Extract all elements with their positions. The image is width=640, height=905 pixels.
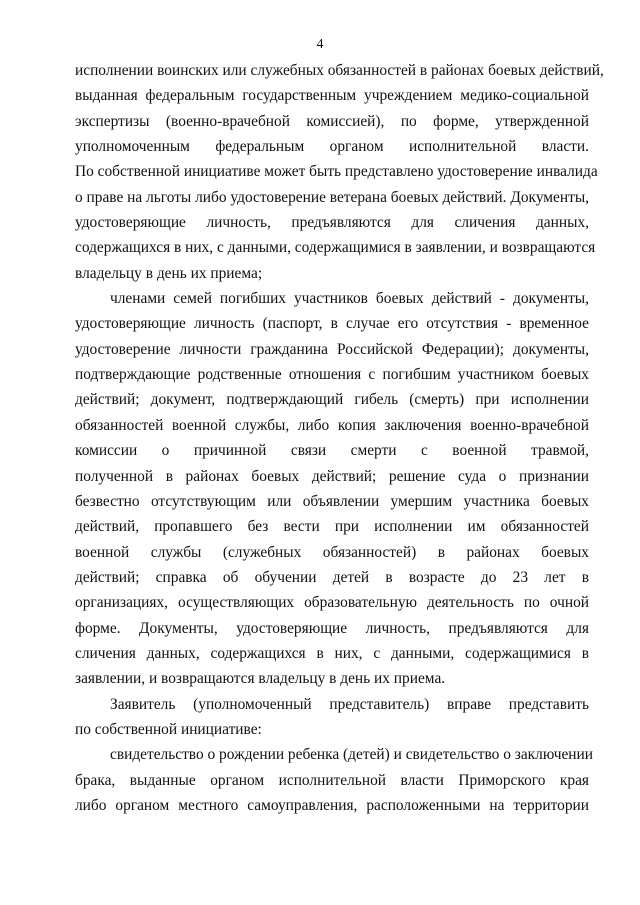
text-line: По собственной инициативе может быть представлено удостоверение инвалида — [75, 163, 598, 181]
text-line: по собственной инициативе: — [75, 720, 262, 738]
text-line: полученной в районах боевых действий; решение суда о признании — [75, 467, 589, 485]
text-line: удостоверяющие личность, предъявляются для сличения данных, — [75, 214, 589, 232]
text-line: заявлении, и возвращаются владельцу в день их приема. — [75, 670, 446, 688]
text-line: содержащихся в них, с данными, содержащимися в заявлении, и возвращаются — [75, 239, 596, 257]
page-number: 4 — [316, 37, 324, 52]
text-line: комиссии о причинной связи смерти с военной травмой, — [75, 442, 589, 460]
text-line: военной службы (служебных обязанностей) в районах боевых — [75, 543, 589, 561]
text-line: брака, выданные органом исполнительной власти Приморского края — [75, 771, 589, 789]
text-line: выданная федеральным государственным учреждением медико-социальной — [75, 87, 589, 105]
text-line: о праве на льготы либо удостоверение ветерана боевых действий. Документы, — [75, 188, 590, 206]
paragraph-first-line: членами семей погибших участников боевых действий - документы, — [110, 290, 589, 308]
text-line: сличения данных, содержащихся в них, с данными, содержащимися в — [75, 644, 589, 662]
text-line: подтверждающие родственные отношения с погибшим участником боевых — [75, 366, 589, 384]
paragraph-first-line: Заявитель (уполномоченный представитель) вправе представить — [110, 695, 589, 713]
text-line: уполномоченным федеральным органом исполнительной власти. — [75, 138, 589, 156]
text-line: действий; документ, подтверждающий гибель (смерть) при исполнении — [75, 391, 589, 409]
text-line: безвестно отсутствующим или объявлении умершим участника боевых — [75, 492, 589, 510]
body-text — [75, 58, 604, 818]
text-line: обязанностей военной службы, либо копия заключения военно-врачебной — [75, 416, 589, 434]
text-line: организациях, осуществляющих образовательную деятельность по очной — [75, 594, 589, 612]
text-line: удостоверяющие личность (паспорт, в случае его отсутствия - временное — [75, 315, 589, 333]
text-line: действий; справка об обучении детей в возрасте до 23 лет в — [75, 568, 589, 586]
paragraph-first-line: свидетельство о рождении ребенка (детей) и свидетельство о заключении — [110, 746, 594, 764]
text-line: исполнении воинских или служебных обязанностей в районах боевых действий, — [75, 62, 604, 79]
text-line: форме. Документы, удостоверяющие личность, предъявляются для — [75, 619, 589, 637]
text-line: владельцу в день их приема; — [75, 264, 263, 282]
text-line: удостоверение личности гражданина Российской Федерации); документы, — [75, 340, 589, 358]
text-line: экспертизы (военно-врачебной комиссией), по форме, утвержденной — [75, 112, 589, 130]
text-line: либо органом местного самоуправления, расположенными на территории — [75, 796, 589, 814]
text-line: действий, пропавшего без вести при исполнении им обязанностей — [75, 518, 589, 536]
